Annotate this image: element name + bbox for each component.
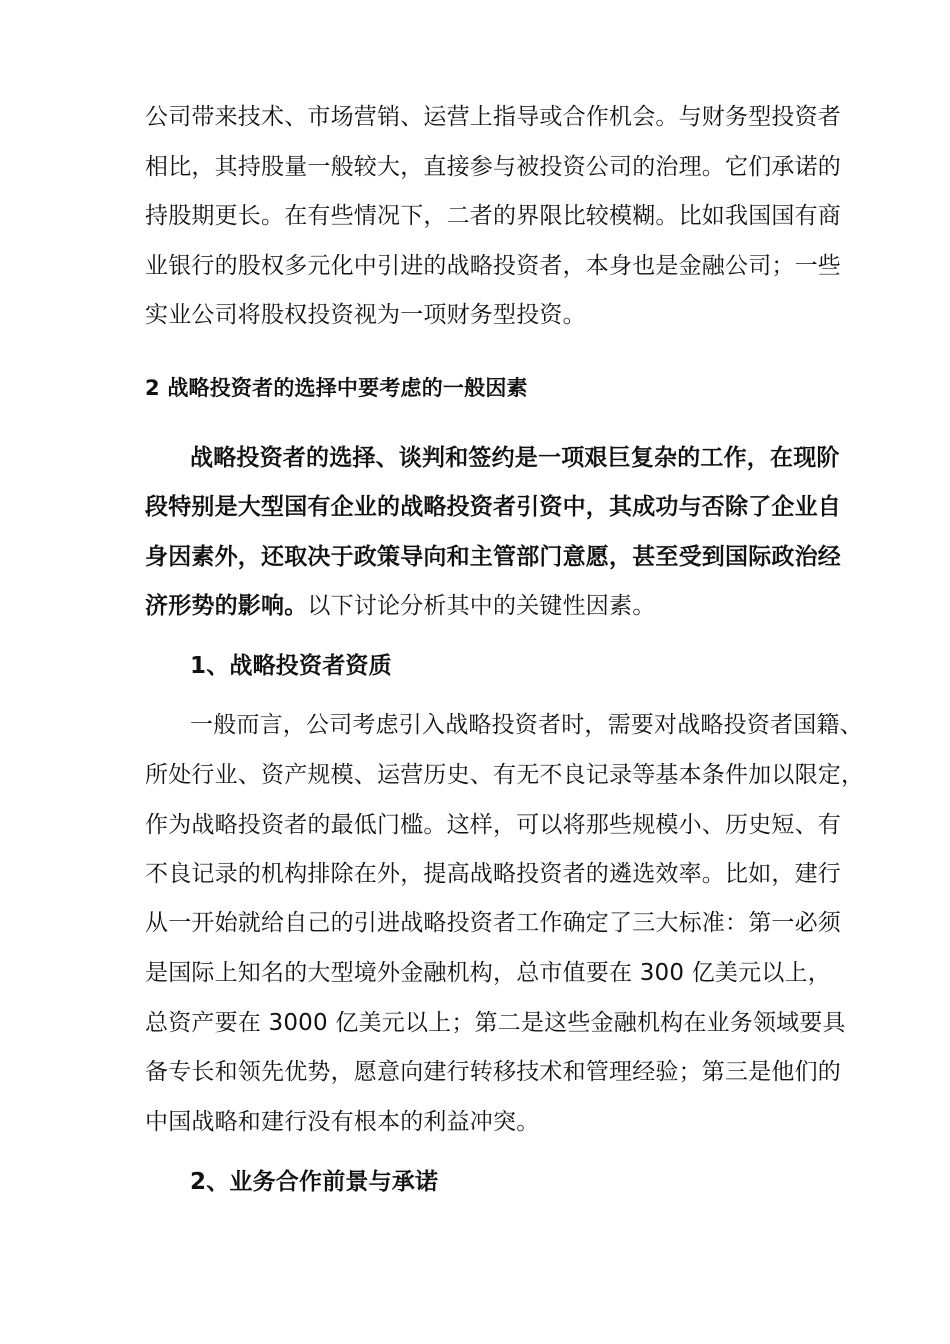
paragraph-line: 持股期更长。在有些情况下，二者的界限比较模糊。比如我国国有商: [145, 203, 841, 229]
normal-text: 以下讨论分析其中的关键性因素。: [307, 593, 656, 619]
paragraph-line: 总资产要在 3000 亿美元以上；第二是这些金融机构在业务领域要具: [145, 1010, 846, 1036]
subheading: 1、战略投资者资质: [190, 653, 392, 679]
paragraph-line: 备专长和领先优势，愿意向建行转移技术和管理经验；第三是他们的: [145, 1059, 841, 1085]
paragraph-line: 业银行的股权多元化中引进的战略投资者，本身也是金融公司；一些: [145, 253, 841, 279]
paragraph-line: 身因素外，还取决于政策导向和主管部门意愿，甚至受到国际政治经: [145, 544, 841, 570]
paragraph-line: 相比，其持股量一般较大，直接参与被投资公司的治理。它们承诺的: [145, 154, 841, 180]
paragraph-line: 从一开始就给自己的引进战略投资者工作确定了三大标准：第一必须: [145, 910, 841, 936]
paragraph-line: 实业公司将股权投资视为一项财务型投资。: [145, 302, 586, 328]
subheading: 2、业务合作前景与承诺: [190, 1169, 439, 1195]
paragraph-line: 作为战略投资者的最低门槛。这样，可以将那些规模小、历史短、有: [145, 812, 841, 838]
paragraph-line: 段特别是大型国有企业的战略投资者引资中，其成功与否除了企业自: [145, 494, 841, 520]
section-heading: 2 战略投资者的选择中要考虑的一般因素: [145, 376, 528, 400]
paragraph-line: 一般而言，公司考虑引入战略投资者时，需要对战略投资者国籍、: [190, 712, 863, 738]
paragraph-line: 是国际上知名的大型境外金融机构，总市值要在 300 亿美元以上，: [145, 960, 831, 986]
paragraph-line: 中国战略和建行没有根本的利益冲突。: [145, 1109, 540, 1135]
paragraph-line: 公司带来技术、市场营销、运营上指导或合作机会。与财务型投资者: [145, 104, 841, 130]
paragraph-line: 战略投资者的选择、谈判和签约是一项艰巨复杂的工作，在现阶: [190, 445, 840, 471]
paragraph-line: 不良记录的机构排除在外，提高战略投资者的遴选效率。比如，建行: [145, 861, 841, 887]
paragraph-line: 所处行业、资产规模、运营历史、有无不良记录等基本条件加以限定，: [145, 762, 865, 788]
paragraph-line: [145, 591, 655, 621]
bold-text: 济形势的影响。: [145, 593, 308, 619]
